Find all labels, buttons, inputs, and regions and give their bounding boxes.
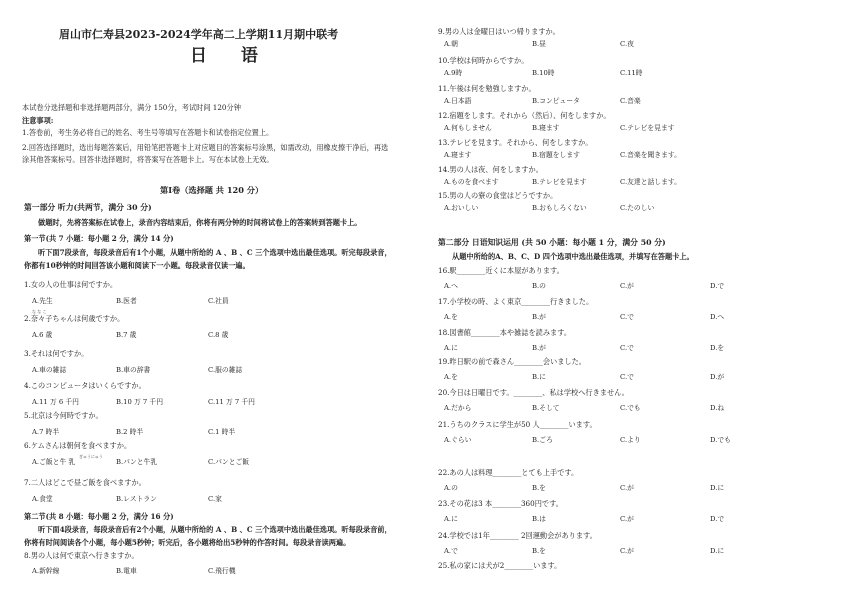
option-a: A.先生 — [32, 297, 53, 305]
option-d: D.に — [710, 484, 725, 492]
option-a: A.11 万 6 千円 — [32, 398, 79, 406]
option-a: A.寝ます — [444, 151, 472, 159]
question-text: 8.男の人は何で東京へ行きますか。 — [24, 551, 139, 560]
option-c: C.夜 — [620, 40, 634, 48]
question-text: 24.学校では1年________ 2回運動会があります。 — [438, 531, 597, 540]
option-a: A.を — [444, 373, 458, 381]
option-c: C.音楽 — [620, 97, 641, 105]
option-b: B.コンピュータ — [532, 97, 580, 105]
question-text: 18.図書館________本や雑誌を読みます。 — [438, 328, 572, 337]
option-c: C.が — [620, 547, 634, 555]
question-text: 2.奈々子ちゃんは何歳ですか。 — [24, 314, 125, 323]
option-a: A.に — [444, 344, 458, 352]
furigana: な な こ — [32, 309, 47, 314]
option-b: B.7 歳 — [116, 331, 137, 339]
option-b: B.宿題をします — [532, 151, 580, 159]
option-a: A.ご飯と牛 乳 — [32, 458, 76, 466]
option-b: B.が — [532, 344, 546, 352]
option-a: A.へ — [444, 282, 458, 290]
question-text: 13.テレビを見ます。それから、何をしますか。 — [438, 138, 593, 147]
question-text: 1.女の人の仕事は何ですか。 — [24, 280, 118, 289]
option-c: C.家 — [208, 495, 222, 503]
question-text: 16.駅________近くに本屋があります。 — [438, 266, 564, 275]
option-b: B.10時 — [532, 69, 555, 77]
intro-line: 涂其他答案标号。回答非选择题时，将答案写在答题卡上。写在本试卷上无效。 — [22, 155, 274, 164]
option-a: A.に — [444, 515, 458, 523]
subject-title: 日 语 — [190, 46, 272, 66]
option-b: B.おもしろくない — [532, 204, 587, 212]
option-c: C.服の雑誌 — [208, 366, 243, 374]
question-text: 25.私の家には犬が2________います。 — [438, 561, 562, 570]
option-a: A.何もしません — [444, 124, 492, 132]
option-c: C.社員 — [208, 297, 229, 305]
option-b: B.テレビを見ます — [532, 178, 587, 186]
option-c: C.友達と話します。 — [620, 178, 681, 186]
option-d: D.へ — [710, 313, 725, 321]
option-c: C.1 時半 — [208, 428, 236, 436]
question-text: 17.小学校の時、よく東京________行きました。 — [438, 297, 594, 306]
option-c: C.で — [620, 373, 634, 381]
option-a: A.おいしい — [444, 204, 479, 212]
option-a: A.の — [444, 484, 458, 492]
option-b: B.ごろ — [532, 436, 553, 444]
option-b: B.を — [532, 547, 546, 555]
option-d: D.が — [710, 373, 725, 381]
question-text: 15.男の人の寮の食堂はどうですか。 — [438, 191, 558, 200]
question-text: 4.このコンピュータはいくらですか。 — [24, 381, 146, 390]
intro-line: 2.回答选择题时，选出每题答案后，用铅笔把答题卡上对应题目的答案标号涂黑，如需改动，用橡皮擦干净后，再选 — [22, 143, 389, 152]
option-c: C.音楽を聞きます。 — [620, 151, 681, 159]
option-a: A.食堂 — [32, 495, 53, 503]
option-c: C.テレビを見ます — [620, 124, 675, 132]
intro-line: 注意事项: — [22, 116, 54, 125]
section2-desc: 听下面4段录音，每段录音后有2个小题，从题中所给的 A 、B 、C 三个选项中选出最佳选项。听每段录音前， — [38, 525, 392, 534]
option-c: C.でも — [620, 404, 641, 412]
option-b: B.電車 — [116, 567, 137, 575]
option-b: B.昼 — [532, 40, 546, 48]
option-b: B.は — [532, 515, 546, 523]
option-c: C.が — [620, 515, 634, 523]
question-text: 22.あの人は料理________とても上手です。 — [438, 468, 579, 477]
question-text: 11.午後は何を勉強しますか。 — [438, 84, 536, 93]
question-text: 23.その花は3 本________360円です。 — [438, 499, 563, 508]
option-b: B.を — [532, 484, 546, 492]
option-c: C.が — [620, 484, 634, 492]
option-d: D.で — [710, 515, 725, 523]
option-a: A.朝 — [444, 40, 458, 48]
option-b: B.車の辞書 — [116, 366, 151, 374]
intro-line: 本试卷分选择题和非选择题两部分，满分 150分，考试时间 120分钟 — [22, 103, 241, 112]
option-b: B.レストラン — [116, 495, 157, 503]
option-d: D.を — [710, 344, 725, 352]
furigana: ぎゅうにゅう — [79, 454, 103, 459]
option-a: A.ものを食べます — [444, 178, 499, 186]
section2-desc: 你将有时间阅读各个小题，每小题5秒钟；听完后，各小题将给出5秒钟的作答时间。每段录音读两遍。 — [24, 538, 351, 547]
section1-desc: 你都有10秒钟的时间回答该小题和阅读下一小题。每段录音仅读一遍。 — [24, 261, 250, 270]
option-b: B.に — [532, 373, 546, 381]
volume-heading: 第Ⅰ卷（选择题 共 120 分） — [160, 185, 264, 195]
option-b: B.が — [532, 313, 546, 321]
question-text: 20.今日は日曜日です。________、私は学校へ行きません。 — [438, 388, 629, 397]
option-c: C.より — [620, 436, 641, 444]
option-a: A.を — [444, 313, 458, 321]
option-b: B.寝ます — [532, 124, 560, 132]
exam-title: 眉山市仁寿县2023-2024学年高二上学期11月期中联考 — [59, 28, 339, 41]
option-c: C.飛行機 — [208, 567, 236, 575]
section1-heading: 第一节(共 7 小题：每小题 2 分，满分 14 分) — [24, 234, 174, 243]
option-a: A.だから — [444, 404, 472, 412]
question-text: 3.それは何ですか。 — [24, 349, 89, 358]
option-a: A.車の雑誌 — [32, 366, 67, 374]
option-c: C.8 歳 — [208, 331, 229, 339]
option-c: C.が — [620, 282, 634, 290]
question-text: 10.学校は何時からですか。 — [438, 56, 529, 65]
option-a: A.6 歳 — [32, 331, 53, 339]
option-c: C.11 万 7 千円 — [208, 398, 255, 406]
option-a: A.7 時半 — [32, 428, 60, 436]
option-c: C.パンとご飯 — [208, 458, 250, 466]
option-c: C.で — [620, 344, 634, 352]
part2-desc: 从题中所给的A、B、C、D 四个选项中选出最佳选项，并填写在答题卡上。 — [452, 252, 694, 261]
option-a: A.9時 — [444, 69, 463, 77]
option-d: D.で — [710, 282, 725, 290]
option-b: B.パンと牛乳 — [116, 458, 158, 466]
option-b: B.10 万 7 千円 — [116, 398, 164, 406]
option-d: D.でも — [710, 436, 731, 444]
section1-desc: 听下面7段录音，每段录音后有1个小题，从题中所给的 A 、B 、C 三个选项中选出最佳选项。听完每段录音， — [38, 248, 392, 257]
question-text: 9.男の人は金曜日はいつ帰りますか。 — [438, 27, 560, 36]
option-a: A.ぐらい — [444, 436, 472, 444]
part2-heading: 第二部分 日语知识运用 (共 50 小题：每小题 1 分，满分 50 分) — [438, 238, 666, 247]
option-b: B.医者 — [116, 297, 137, 305]
question-text: 19.昨日駅の前で森さん________会いました。 — [438, 357, 586, 366]
question-text: 21.うちのクラスに学生が50 人________います。 — [438, 420, 597, 429]
option-c: C.で — [620, 313, 634, 321]
question-text: 12.宿題をします。それから（然后）、何をしますか。 — [438, 111, 611, 120]
option-a: A.で — [444, 547, 458, 555]
question-text: 7.二人はどこで昼ご飯を食べますか。 — [24, 478, 146, 487]
question-text: 14.男の人は夜、何をしますか。 — [438, 165, 543, 174]
option-c: C.11時 — [620, 69, 643, 77]
option-d: D.ね — [710, 404, 725, 412]
option-b: B.2 時半 — [116, 428, 144, 436]
intro-line: 1.答卷前，考生务必将自己的姓名、考生号等填写在答题卡和试卷指定位置上。 — [22, 128, 274, 137]
option-c: C.たのしい — [620, 204, 655, 212]
section2-heading: 第二节(共 8 小题：每小题 2 分，满分 16 分) — [24, 512, 174, 521]
part1-heading: 第一部分 听力(共两节，满分 30 分) — [24, 203, 152, 212]
question-text: 5.北京は今何時ですか。 — [24, 411, 103, 420]
option-a: A.日本語 — [444, 97, 472, 105]
question-text: 6.ケムさんは朝何を食べますか。 — [24, 441, 132, 450]
option-d: D.に — [710, 547, 725, 555]
part1-note: 做题时，先将答案标在试卷上，录音内容结束后，你将有两分钟的时间将试卷上的答案转到答题卡上。 — [38, 218, 362, 227]
option-b: B.そして — [532, 404, 560, 412]
option-a: A.新幹線 — [32, 567, 60, 575]
option-b: B.の — [532, 282, 546, 290]
